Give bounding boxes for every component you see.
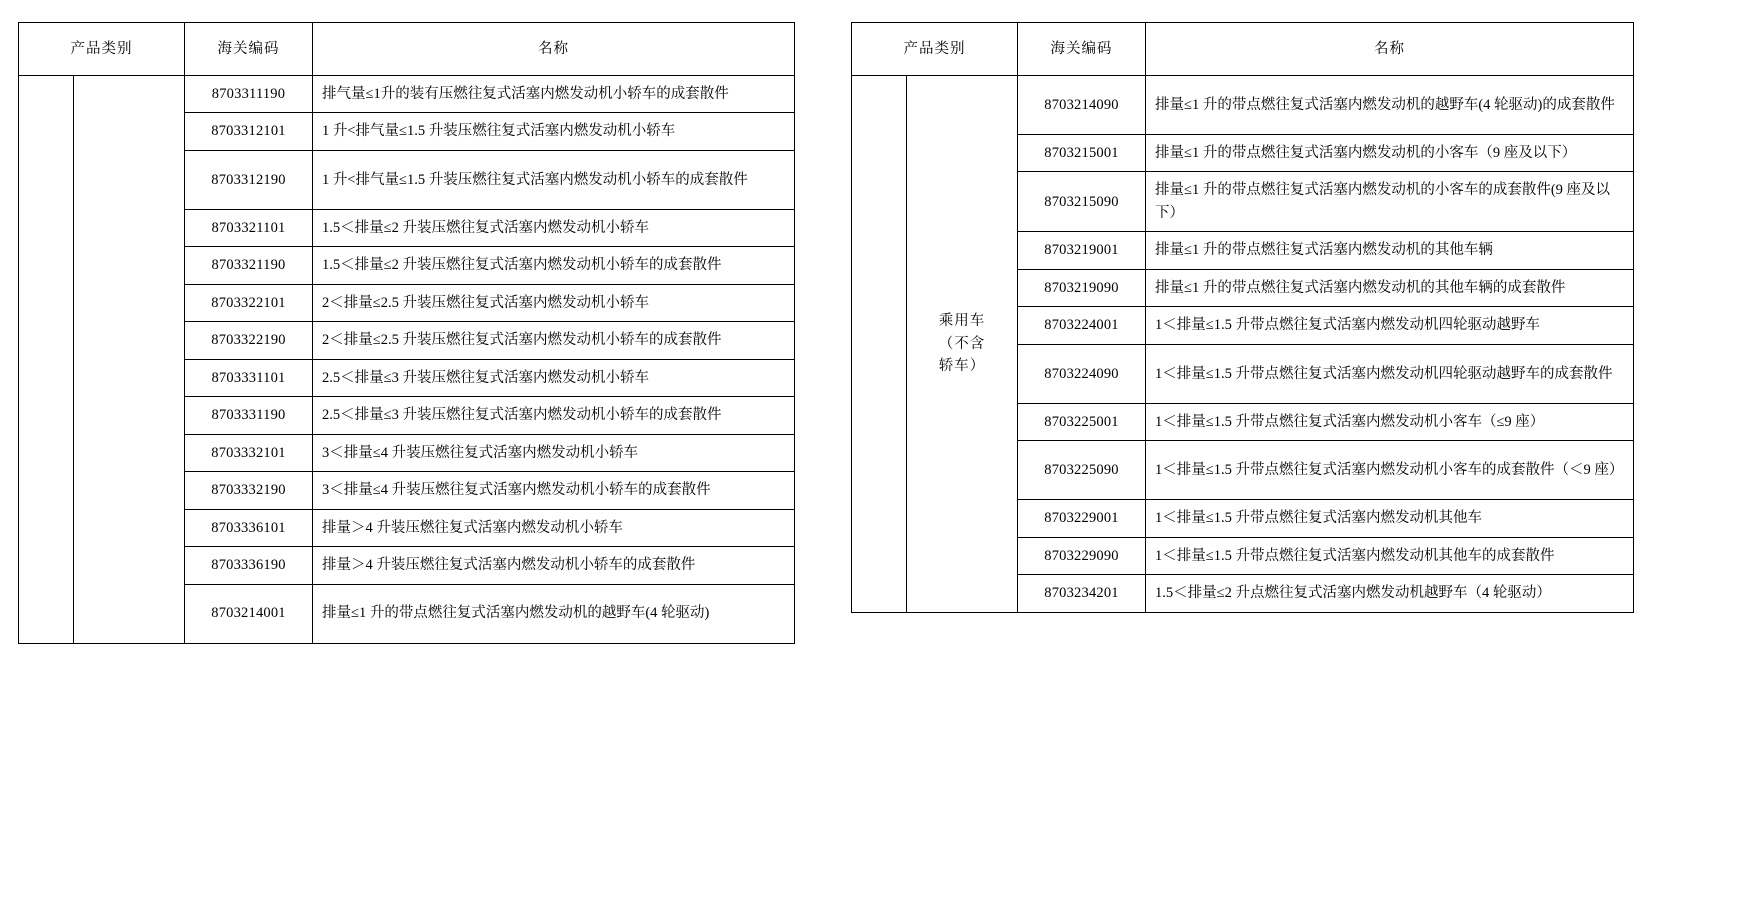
product-name: 排量≤1 升的带点燃往复式活塞内燃发动机的小客车（9 座及以下） <box>1146 135 1634 172</box>
product-name: 3＜排量≤4 升装压燃往复式活塞内燃发动机小轿车 <box>313 434 795 471</box>
category-label-line-1: 乘用车 <box>938 313 986 330</box>
customs-code: 8703224001 <box>1018 307 1146 344</box>
product-name: 排量＞4 升装压燃往复式活塞内燃发动机小轿车的成套散件 <box>313 547 795 584</box>
header-code: 海关编码 <box>185 23 313 76</box>
product-name: 1＜排量≤1.5 升带点燃往复式活塞内燃发动机其他车 <box>1146 500 1634 537</box>
header-code: 海关编码 <box>1018 23 1146 76</box>
header-name: 名称 <box>1146 23 1634 76</box>
product-name: 1.5＜排量≤2 升点燃往复式活塞内燃发动机越野车（4 轮驱动） <box>1146 575 1634 612</box>
customs-code: 8703312190 <box>185 150 313 209</box>
product-name: 1 升<排气量≤1.5 升装压燃往复式活塞内燃发动机小轿车的成套散件 <box>313 150 795 209</box>
product-name: 2＜排量≤2.5 升装压燃往复式活塞内燃发动机小轿车 <box>313 284 795 321</box>
customs-code: 8703219001 <box>1018 232 1146 269</box>
category-label-line-3: 轿车） <box>938 358 986 375</box>
table-row <box>19 76 795 113</box>
product-name: 排气量≤1升的装有压燃往复式活塞内燃发动机小轿车的成套散件 <box>313 76 795 113</box>
customs-code: 8703312101 <box>185 113 313 150</box>
product-name: 2.5＜排量≤3 升装压燃往复式活塞内燃发动机小轿车的成套散件 <box>313 397 795 434</box>
customs-code: 8703214001 <box>185 584 313 643</box>
category-label-line-2: （不含 <box>938 335 986 352</box>
product-name: 排量≤1 升的带点燃往复式活塞内燃发动机的其他车辆 <box>1146 232 1634 269</box>
category-spacer-cell <box>19 76 74 644</box>
product-name: 排量≤1 升的带点燃往复式活塞内燃发动机的其他车辆的成套散件 <box>1146 269 1634 306</box>
header-category: 产品类别 <box>19 23 185 76</box>
customs-code: 8703322190 <box>185 322 313 359</box>
product-name: 1＜排量≤1.5 升带点燃往复式活塞内燃发动机其他车的成套散件 <box>1146 537 1634 574</box>
product-name: 排量≤1 升的带点燃往复式活塞内燃发动机的越野车(4 轮驱动)的成套散件 <box>1146 76 1634 135</box>
table-row <box>852 76 1634 135</box>
customs-code: 8703331190 <box>185 397 313 434</box>
product-name: 1＜排量≤1.5 升带点燃往复式活塞内燃发动机小客车（≤9 座） <box>1146 403 1634 440</box>
customs-code: 8703336101 <box>185 509 313 546</box>
customs-code: 8703229001 <box>1018 500 1146 537</box>
product-name: 排量≤1 升的带点燃往复式活塞内燃发动机的越野车(4 轮驱动) <box>313 584 795 643</box>
category-label-cell <box>74 76 185 644</box>
product-name: 1 升<排气量≤1.5 升装压燃往复式活塞内燃发动机小轿车 <box>313 113 795 150</box>
product-name: 1.5＜排量≤2 升装压燃往复式活塞内燃发动机小轿车的成套散件 <box>313 247 795 284</box>
left-customs-code-table <box>18 22 795 644</box>
header-category: 产品类别 <box>852 23 1018 76</box>
customs-code: 8703219090 <box>1018 269 1146 306</box>
product-name: 排量＞4 升装压燃往复式活塞内燃发动机小轿车 <box>313 509 795 546</box>
table-header-row <box>19 23 795 76</box>
customs-code: 8703311190 <box>185 76 313 113</box>
product-name: 1＜排量≤1.5 升带点燃往复式活塞内燃发动机四轮驱动越野车 <box>1146 307 1634 344</box>
product-name: 1＜排量≤1.5 升带点燃往复式活塞内燃发动机四轮驱动越野车的成套散件 <box>1146 344 1634 403</box>
customs-code: 8703321190 <box>185 247 313 284</box>
customs-code: 8703225090 <box>1018 441 1146 500</box>
table-header-row <box>852 23 1634 76</box>
product-name: 排量≤1 升的带点燃往复式活塞内燃发动机的小客车的成套散件(9 座及以下） <box>1146 172 1634 232</box>
customs-code: 8703215001 <box>1018 135 1146 172</box>
customs-code: 8703229090 <box>1018 537 1146 574</box>
customs-code: 8703332190 <box>185 472 313 509</box>
category-label-cell <box>907 76 1018 613</box>
customs-code: 8703214090 <box>1018 76 1146 135</box>
product-name: 3＜排量≤4 升装压燃往复式活塞内燃发动机小轿车的成套散件 <box>313 472 795 509</box>
product-name: 1＜排量≤1.5 升带点燃往复式活塞内燃发动机小客车的成套散件（＜9 座） <box>1146 441 1634 500</box>
customs-code: 8703321101 <box>185 209 313 246</box>
customs-code: 8703224090 <box>1018 344 1146 403</box>
product-name: 2.5＜排量≤3 升装压燃往复式活塞内燃发动机小轿车 <box>313 359 795 396</box>
right-customs-code-table <box>851 22 1634 613</box>
product-name: 2＜排量≤2.5 升装压燃往复式活塞内燃发动机小轿车的成套散件 <box>313 322 795 359</box>
product-name: 1.5＜排量≤2 升装压燃往复式活塞内燃发动机小轿车 <box>313 209 795 246</box>
customs-code: 8703336190 <box>185 547 313 584</box>
header-name: 名称 <box>313 23 795 76</box>
category-spacer-cell <box>852 76 907 613</box>
customs-code: 8703215090 <box>1018 172 1146 232</box>
customs-code: 8703331101 <box>185 359 313 396</box>
customs-code: 8703225001 <box>1018 403 1146 440</box>
customs-code: 8703332101 <box>185 434 313 471</box>
customs-code: 8703234201 <box>1018 575 1146 612</box>
customs-code: 8703322101 <box>185 284 313 321</box>
